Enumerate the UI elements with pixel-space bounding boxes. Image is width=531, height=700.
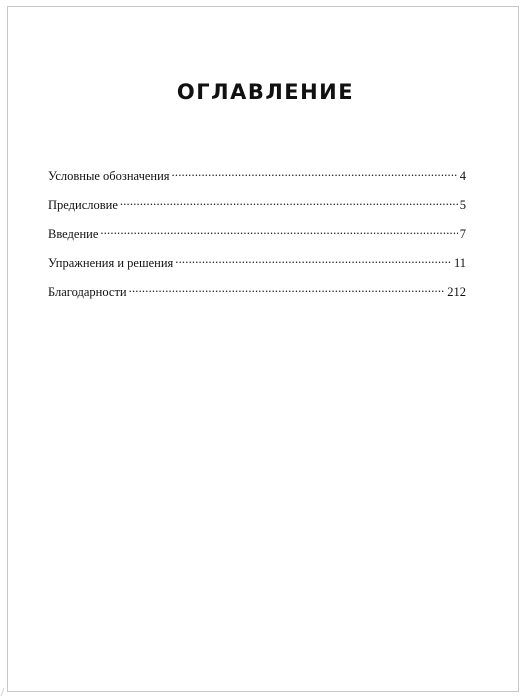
toc-entry-label: Благодарности (48, 285, 127, 299)
toc-entry-acknowledgements[interactable] (48, 281, 466, 310)
toc-dot-leader (175, 252, 452, 267)
document-page (7, 6, 519, 692)
toc-entry-exercises[interactable] (48, 252, 466, 281)
toc-entry-label: Упражнения и решения (48, 256, 174, 270)
toc-page-number: 212 (447, 285, 466, 299)
toc-dot-leader (100, 223, 457, 238)
toc-entry-label: Предисловие (48, 198, 118, 212)
toc-page-number: 4 (459, 169, 466, 183)
toc-page-number: 5 (459, 198, 466, 212)
page-title: ОГЛАВЛЕНИЕ (176, 80, 355, 104)
toc-page-number: 7 (459, 227, 466, 241)
toc-page-number: 11 (453, 256, 466, 270)
toc-entry-symbols[interactable] (48, 165, 466, 194)
toc-entry-preface[interactable] (48, 194, 466, 223)
toc-dot-leader (172, 165, 458, 180)
toc-entry-introduction[interactable] (48, 223, 466, 252)
toc-entry-label: Условные обозначения (48, 169, 170, 183)
toc-dot-leader (120, 194, 458, 209)
toc-dot-leader (129, 281, 446, 296)
toc-entry-label: Введение (48, 227, 99, 241)
page-corner-mark (1, 688, 11, 696)
table-of-contents (48, 165, 466, 310)
